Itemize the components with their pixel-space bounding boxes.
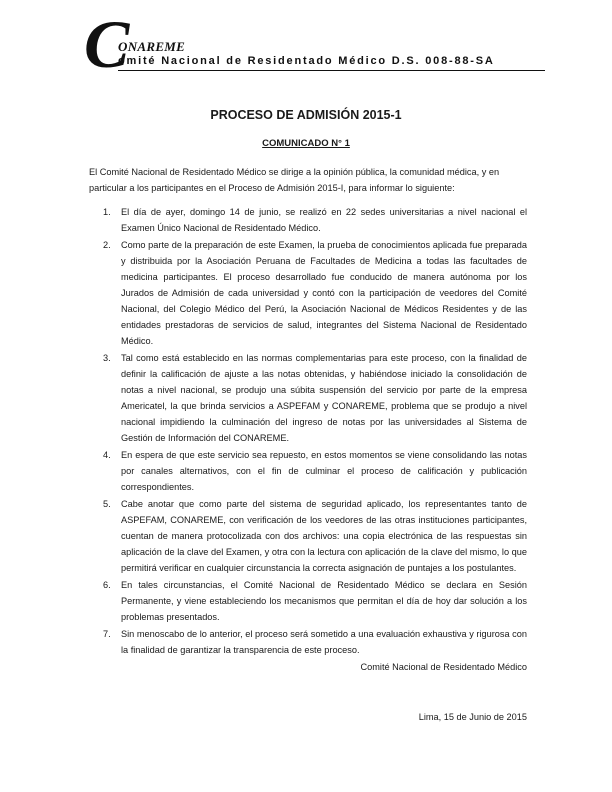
document-subtitle: COMUNICADO N° 1 — [262, 138, 350, 149]
intro-paragraph: El Comité Nacional de Residentado Médico se dirige a la opinión pública, la comunidad médica, y en particular a los participantes en el Proceso de Admisión 2015-I, para informar lo siguiente: — [89, 167, 500, 193]
list-item-number: 7. — [103, 629, 111, 639]
document-title: PROCESO DE ADMISIÓN 2015-1 — [210, 108, 402, 122]
list-item-number: 6. — [103, 580, 111, 590]
document-date: Lima, 15 de Junio de 2015 — [418, 712, 527, 722]
list-item — [89, 447, 527, 495]
list-item-number: 2. — [103, 240, 111, 250]
list-item-number: 1. — [103, 207, 111, 217]
list-item-text: En tales circunstancias, el Comité Nacional de Residentado Médico se declara en Sesión Permanente, y viene estableciendo los mecanismos que permitan el día de hoy dar solución a los problemas presentados. — [121, 580, 527, 622]
brand-subtitle: omité Nacional de Residentado Médico D.S. 008-88-SA — [118, 55, 495, 67]
list-item-text: Sin menoscabo de lo anterior, el proceso será sometido a una evaluación exhaustiva y rigurosa con la finalidad de garantizar la transparencia de este proceso. — [121, 629, 527, 655]
list-item — [89, 626, 527, 658]
letterhead-rule — [118, 70, 545, 71]
list-item — [89, 577, 527, 625]
list-item-text: Como parte de la preparación de este Examen, la prueba de conocimientos aplicada fue preparada y distribuida por la Asociación Peruana de Facultades de Medicina a todas las facultades de medicina participantes. El proceso desarrollado fue conducido de manera autónoma por los Jurados de Admisión de cada universidad y contó con la participación de veedores del Comité Nacional, del Colegio Médico del Perú, la Asociación Nacional de Médicos Residentes y de las entidades prestadoras de servicios de salud, integrantes del Sistema Nacional de Residentado Médico. — [121, 240, 527, 346]
list-item-number: 4. — [103, 450, 111, 460]
list-item-text: El día de ayer, domingo 14 de junio, se realizó en 22 sedes universitarias a nivel nacional el Examen Único Nacional de Residentado Médico. — [121, 207, 527, 233]
list-item — [89, 237, 527, 349]
letterhead — [84, 6, 544, 82]
list-item — [89, 204, 527, 236]
list-item-number: 3. — [103, 353, 111, 363]
signature: Comité Nacional de Residentado Médico — [360, 662, 527, 672]
list-item-number: 5. — [103, 499, 111, 509]
list-item-text: Cabe anotar que como parte del sistema de seguridad aplicado, los representantes tanto de ASPEFAM, CONAREME, con verificación de los veedores de las otras instituciones participantes, cuentan de manera protocolizada con dos archivos: una copia electrónica de las respuestas sin aplicación de la clave del Examen, y otra con la lectura con aplicación de la clave del mismo, lo que permitirá verificar en cualquier circunstancia la correcta asignación de puntajes a los postulantes. — [121, 499, 527, 573]
list-item-text: En espera de que este servicio sea repuesto, en estos momentos se viene consolidando las notas por canales alternativos, con el fin de culminar el proceso de calificación y publicación correspondientes. — [121, 450, 527, 492]
list-item-text: Tal como está establecido en las normas complementarias para este proceso, con la finalidad de definir la calificación de ajuste a las notas obtenidas, y habiéndose iniciado la consolidación de notas a nivel nacional, se produjo una súbita suspensión del servicio por parte de la empresa Americatel, la que brinda servicios a ASPEFAM y CONAREME, problema que se produjo a nivel nacional impidiendo la culminación del ingreso de notas por las universidades al Sistema de Gestión de Información del CONAREME. — [121, 353, 527, 443]
list-item — [89, 496, 527, 576]
numbered-list — [89, 204, 527, 659]
brand-name: ONAREME — [118, 39, 186, 54]
list-item — [89, 350, 527, 446]
logo-initial: C — [84, 6, 130, 82]
